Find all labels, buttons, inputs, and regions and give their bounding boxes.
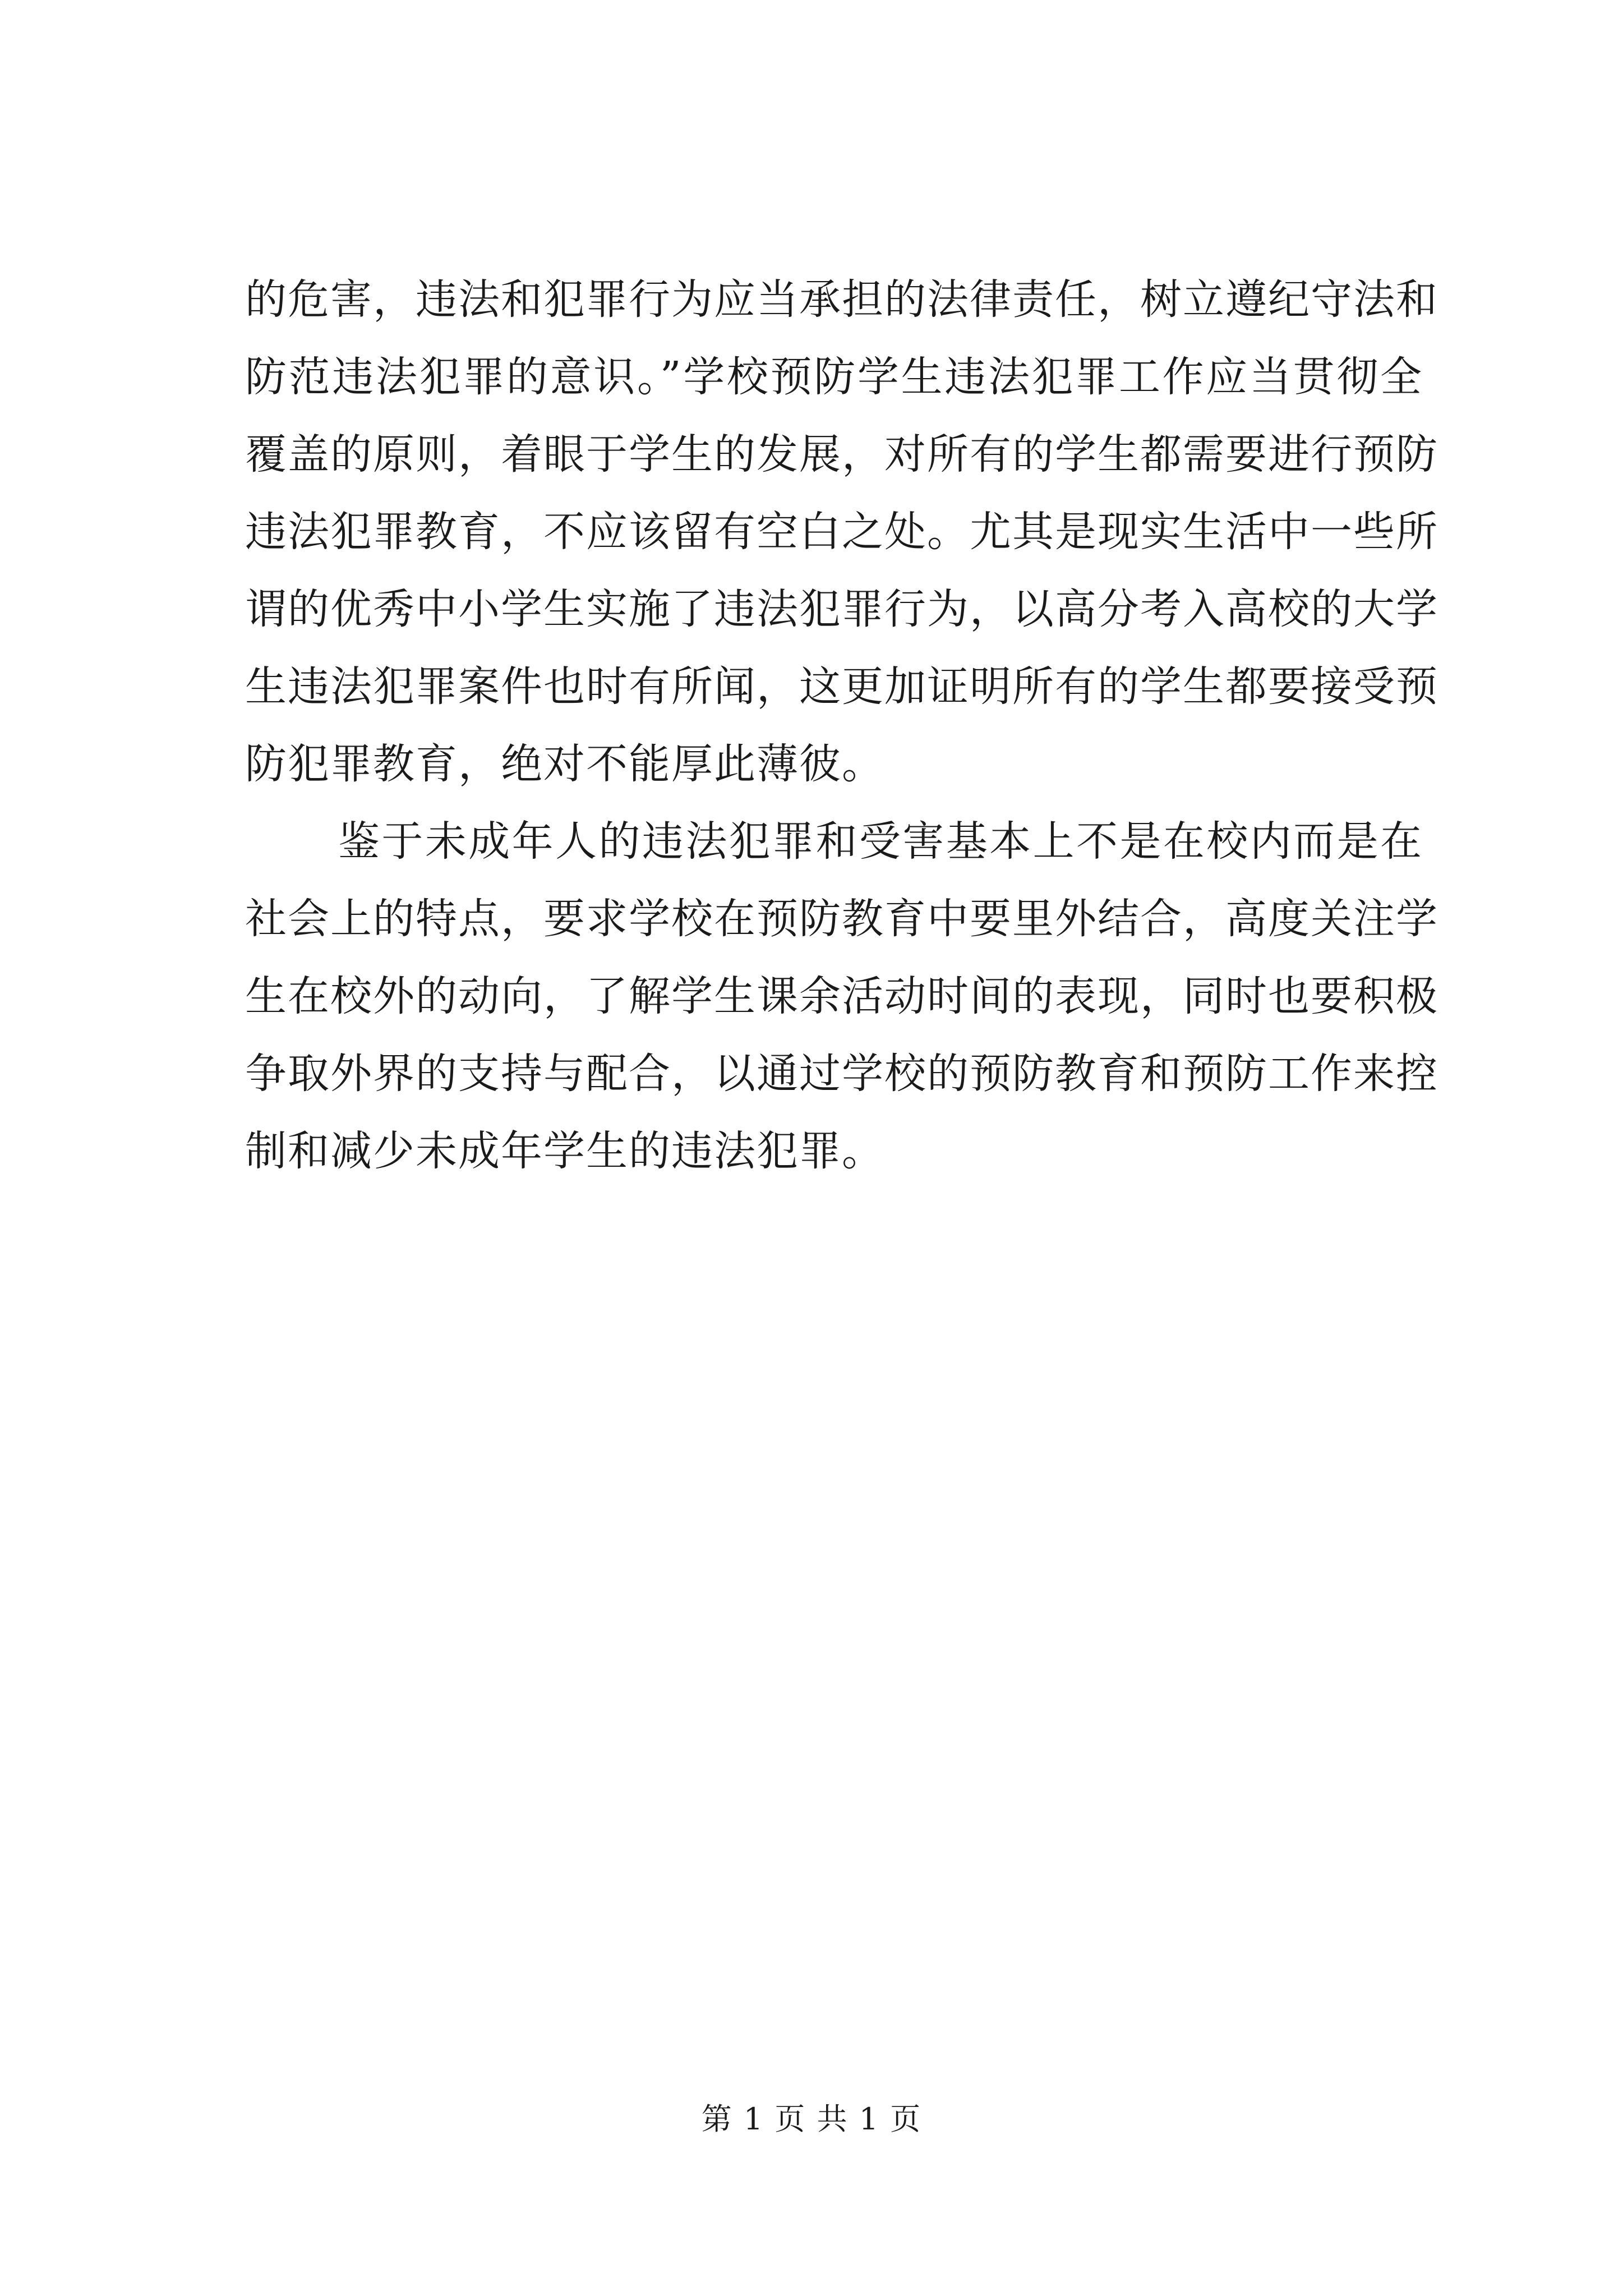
paragraph-1: [245, 261, 1438, 803]
text-line: 的危害，违法和犯罪行为应当承担的法律责任，树立遵纪守法和: [245, 275, 1438, 324]
text-line: 争取外界的支持与配合，以通过学校的预防教育和预防工作来控: [245, 1050, 1438, 1098]
page-footer: 第 1 页 共 1 页: [701, 2101, 922, 2137]
text-line: 鉴于未成年人的违法犯罪和受害基本上不是在校内而是在: [338, 817, 1423, 866]
text-line: 防范违法犯罪的意识。”学校预防学生违法犯罪工作应当贯彻全: [245, 353, 1423, 401]
paragraph-2: [245, 803, 1438, 1190]
text-line: 生违法犯罪案件也时有所闻，这更加证明所有的学生都要接受预: [245, 662, 1438, 711]
text-line: 违法犯罪教育，不应该留有空白之处。尤其是现实生活中一些所: [245, 508, 1438, 556]
text-line: 防犯罪教育，绝对不能厚此薄彼。: [245, 740, 884, 788]
text-line: 覆盖的原则，着眼于学生的发展，对所有的学生都需要进行预防: [245, 430, 1438, 478]
text-line: 生在校外的动向，了解学生课余活动时间的表现，同时也要积极: [245, 972, 1438, 1020]
document-body: [245, 261, 1438, 1190]
text-line: 谓的优秀中小学生实施了违法犯罪行为，以高分考入高校的大学: [245, 585, 1438, 633]
text-line: 社会上的特点，要求学校在预防教育中要里外结合，高度关注学: [245, 895, 1438, 943]
text-line: 制和减少未成年学生的违法犯罪。: [245, 1127, 884, 1175]
